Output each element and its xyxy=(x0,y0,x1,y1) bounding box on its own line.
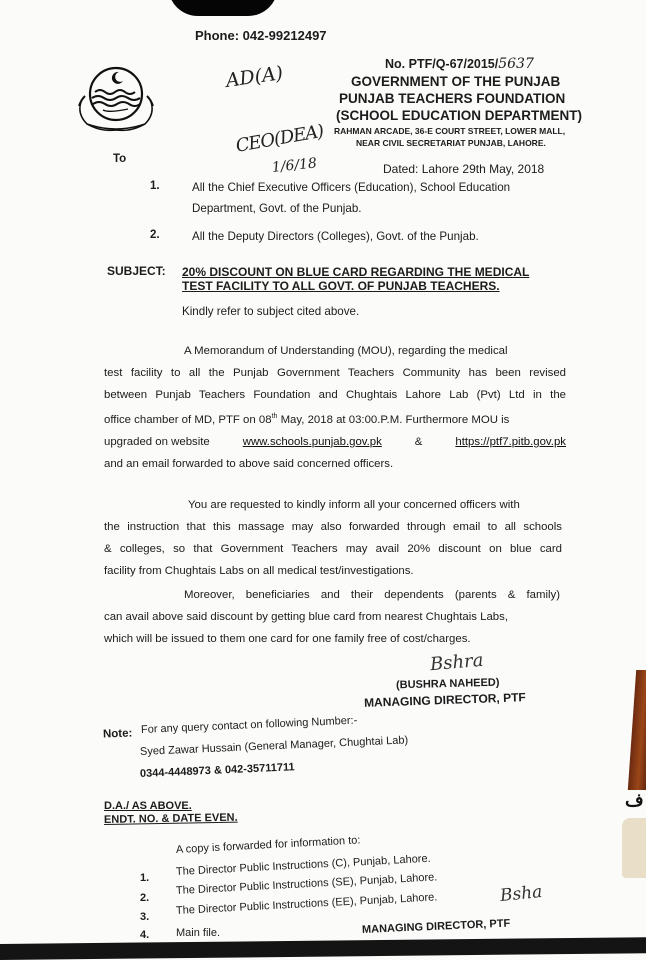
endorsement-signatory-title: MANAGING DIRECTOR, PTF xyxy=(361,917,511,936)
handwritten-note-ceo: CEO(DEA) xyxy=(234,120,325,157)
paragraph-text: office chamber of MD, PTF on 08 xyxy=(104,413,272,426)
intro-line: Kindly refer to subject cited above. xyxy=(182,305,360,318)
endorsement-line-2: ENDT. NO. & DATE EVEN. xyxy=(103,811,238,826)
government-heading: GOVERNMENT OF THE PUNJAB xyxy=(351,74,561,89)
paragraph-text: May, 2018 at 03:00.P.M. Furthermore MOU is xyxy=(277,413,510,426)
subject-line-2: TEST FACILITY TO ALL GOVT. OF PUNJAB TEACHERS. xyxy=(182,279,500,293)
to-label: To xyxy=(113,153,127,165)
department-heading: (SCHOOL EDUCATION DEPARTMENT) xyxy=(336,108,582,123)
paragraph-text: upgraded on website xyxy=(104,435,210,448)
phone-number: Phone: 042-99212497 xyxy=(195,28,327,43)
paragraph-request xyxy=(104,494,562,582)
paragraph-line xyxy=(104,406,566,431)
emblem-icon xyxy=(73,62,159,134)
paragraph-line: the instruction that this massage may also forwarded through email to all schools xyxy=(104,521,562,533)
note-line-1: For any query contact on following Number:- xyxy=(140,714,358,736)
copy-number: 4. xyxy=(140,929,150,941)
link-separator: & xyxy=(414,435,423,448)
paragraph-line: and an email forwarded to above said concerned officers. xyxy=(104,457,394,470)
reference-number-handwritten: 5637 xyxy=(498,56,534,72)
paragraph-line: You are requested to kindly inform all your concerned officers with xyxy=(188,499,520,511)
paragraph-line: can avail above said discount by getting blue card from nearest Chughtais Labs, xyxy=(104,611,508,623)
paragraph-mou xyxy=(104,340,566,475)
paragraph-line: A Memorandum of Understanding (MOU), regarding the medical xyxy=(184,345,508,357)
handwritten-note-ad: AD(A) xyxy=(224,62,285,92)
reference-number-printed: No. PTF/Q-67/2015/ xyxy=(385,57,499,71)
endorsement-signature-scribble: Bsha xyxy=(499,881,544,907)
ordinal-suffix: th xyxy=(271,413,278,420)
address-line-2: NEAR CIVIL SECRETARIAT PUNJAB, LAHORE. xyxy=(356,138,546,148)
copy-number: 3. xyxy=(140,911,150,923)
reference-number xyxy=(385,56,534,72)
copy-recipient: Main file. xyxy=(176,927,221,939)
note-line-2: Syed Zawar Hussain (General Manager, Chughtai Lab) xyxy=(139,734,409,758)
paragraph-line: which will be issued to them one card for one family free of cost/charges. xyxy=(104,633,471,645)
punjab-emblem xyxy=(73,62,159,134)
address-line-1: RAHMAN ARCADE, 36-E COURT STREET, LOWER MALL, xyxy=(334,126,566,136)
recipient-number: 1. xyxy=(150,180,160,192)
subject-line-1: 20% DISCOUNT ON BLUE CARD REGARDING THE MEDICAL xyxy=(182,265,530,279)
copy-recipient: The Director Public Instructions (EE), Punjab, Lahore. xyxy=(175,891,438,917)
copy-recipient: The Director Public Instructions (C), Punjab, Lahore. xyxy=(175,852,431,878)
paragraph-line: between Punjab Teachers Foundation and Chughtais Lahore Lab (Pvt) Ltd in the xyxy=(104,389,566,401)
organization-heading: PUNJAB TEACHERS FOUNDATION xyxy=(339,91,566,106)
link-ptf-website[interactable]: https://ptf7.pitb.gov.pk xyxy=(455,435,566,448)
background-cloth xyxy=(622,818,646,878)
note-label: Note: xyxy=(102,727,133,741)
paragraph-line xyxy=(104,431,566,453)
copy-recipient: The Director Public Instructions (SE), Punjab, Lahore. xyxy=(175,871,438,897)
copy-number: 1. xyxy=(140,872,150,884)
signatory-name: (BUSHRA NAHEED) xyxy=(395,676,500,692)
paragraph-beneficiaries xyxy=(104,584,560,650)
copy-number: 2. xyxy=(140,892,150,904)
paragraph-line: test facility to all the Punjab Government Teachers Community has been revised xyxy=(104,367,566,379)
handwritten-note-date: 1/6/18 xyxy=(271,155,318,176)
paragraph-line: facility from Chughtais Labs on all medical test/investigations. xyxy=(104,565,414,577)
endorsement-line-1: D.A./ AS ABOVE. xyxy=(104,800,192,812)
paragraph-line: Moreover, beneficiaries and their dependents (parents & family) xyxy=(184,589,560,601)
copy-intro: A copy is forwarded for information to: xyxy=(175,834,361,856)
recipient-line: Department, Govt. of the Punjab. xyxy=(192,202,362,215)
letter-date: Dated: Lahore 29th May, 2018 xyxy=(383,162,545,176)
subject-label: SUBJECT: xyxy=(107,264,166,278)
margin-mark: ﻑ xyxy=(625,790,644,810)
recipient-number: 2. xyxy=(150,229,160,241)
note-phone-numbers: 0344-4448973 & 042-35711711 xyxy=(139,761,295,780)
signature-scribble: Bshra xyxy=(429,649,485,676)
link-schools-website[interactable]: www.schools.punjab.gov.pk xyxy=(242,435,382,448)
paragraph-line: & colleges, so that Government Teachers may avail 20% discount on blue card xyxy=(104,543,562,555)
signatory-title: MANAGING DIRECTOR, PTF xyxy=(363,690,526,710)
recipient-line: All the Deputy Directors (Colleges), Govt. of the Punjab. xyxy=(192,230,479,243)
recipient-line: All the Chief Executive Officers (Education), School Education xyxy=(192,181,511,194)
